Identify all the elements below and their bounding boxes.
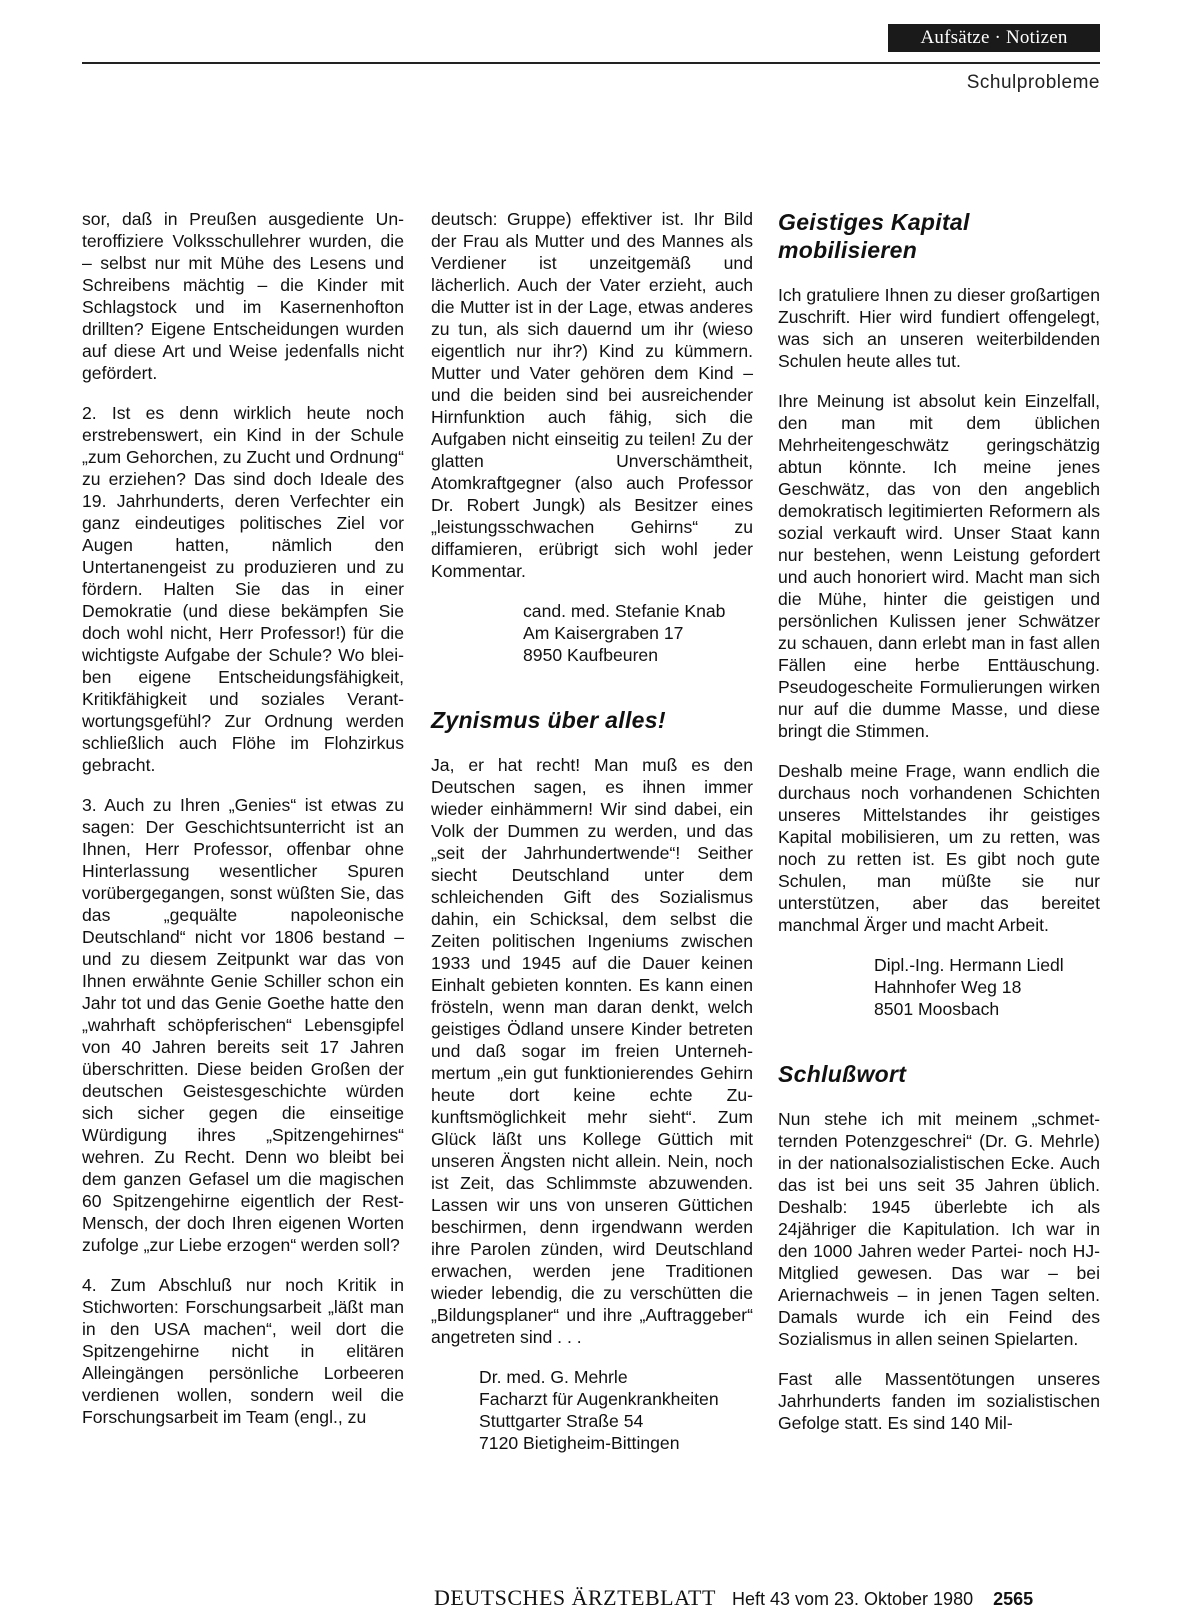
column-3 [778, 208, 1100, 1452]
article-heading: Zynismus über alles! [431, 707, 666, 733]
header-rule [82, 62, 1100, 64]
signature-line: 8950 Kaufbeuren [523, 645, 659, 665]
page-number: 2565 [993, 1589, 1034, 1609]
page-footer [434, 1585, 1104, 1611]
signature-line: Hahnhofer Weg 18 [874, 977, 1022, 997]
paragraph: Ihre Meinung ist absolut kein Einzelfall, den man mit dem üblichen Mehrheitengeschwätz geringschätzig abtun könnte. Ich meine jenes Geschwätz, das von den angeblich demokratisch legitimierten Reformern als sozial verkauft wird. Unser Staat kann nur bestehen, wenn Leistung gefordert und auch honoriert wird. Macht man sich die Mühe, hinter die geistigen und persönlichen Kulissen jener Schwätzer zu schauen, dann erlebt man in fast allen Fällen eine herbe Enttäuschung. Pseudogescheite Formulierungen wirken nur auf die dumme Masse, und diese bringt die Stimmen. [778, 391, 1100, 741]
signature-line: Am Kaisergraben 17 [523, 623, 684, 643]
paragraph: Ich gratuliere Ihnen zu dieser großartigen Zuschrift. Hier wird fundiert offengelegt, was sich an unseren weiterbildenden Schulen heute alles tut. [778, 285, 1100, 371]
signature-line: Facharzt für Augenkrankheiten [479, 1389, 719, 1409]
paragraph: 3. Auch zu Ihren „Genies“ ist etwas zu sagen: Der Geschichtsunterricht ist an Ihnen, Herr Professor, offenbar ohne Hinterlassung wesentlicher Spuren vorübergegangen, sonst wüßten Sie, das das „gequälte napoleonische Deutschland“ nicht vor 1806 bestand – und zu diesem Zeitpunkt war das von Ihnen erwähnte Genie Schiller schon ein Jahr tot und das Genie Goethe hatte den „wahrhaft schöpferischen“ Lebensgipfel von 40 Jahren bereits seit 17 Jahren überschritten. Diese beiden Großen der deutschen Geistesgeschichte würden sich sicher gegen die einseitige Würdigung ihres „Spitzengehirnes“ wehren. Zu Recht. Denn wo bleibt bei dem ganzen Gefasel um die magischen 60 Spitzengehirne eigentlich der Rest-Mensch, der doch Ihren eigenen Worten zufolge „zur Liebe erzogen“ werden soll? [82, 795, 404, 1255]
article-heading: Schlußwort [778, 1061, 907, 1087]
signature-line: cand. med. Stefanie Knab [523, 601, 726, 621]
paragraph: 4. Zum Abschluß nur noch Kritik in Stichworten: Forschungsarbeit „läßt man in den USA machen“, weil dort die Spitzengehirne nicht in elitären Alleingängen persönliche Lorbeeren verdienen wollen, sondern weil die Forschungsarbeit im Team (engl., zu [82, 1275, 404, 1427]
journal-name: DEUTSCHES ÄRZTEBLATT [434, 1585, 716, 1610]
subsection-title: Schulprobleme [966, 72, 1100, 93]
signature-line: Dipl.-Ing. Hermann Liedl [874, 955, 1064, 975]
signature-line: Stuttgarter Straße 54 [479, 1411, 644, 1431]
paragraph: Deshalb meine Frage, wann endlich die durchaus noch vorhandenen Schichten unseres Mittelstandes ihr geistiges Kapital mobilisieren, um zu retten, was noch zu retten ist. Es gibt noch gute Schulen, man müßte sie nur unterstützen, aber das bereitet manchmal Ärger und macht Arbeit. [778, 761, 1100, 935]
paragraph: deutsch: Gruppe) effektiver ist. Ihr Bild der Frau als Mutter und des Mannes als Verdiener ist unzeitgemäß und lächerlich. Auch der Vater erzieht, auch die Mutter ist in der Lage, etwas anderes zu tun, als sich dauernd um ihr (wieso eigentlich nur ihr?) Kind zu kümmern. Mutter und Vater gehören dem Kind – und die beiden sind bei ausreichender Hirnfunktion auch fähig, sich die Aufgaben nicht einseitig zu teilen! Zu der glatten Unverschämtheit, Atomkraftgegner (also auch Professor Dr. Robert Jungk) als Besitzer eines „leistungsschwachen Gehirns“ zu diffamieren, erübrigt sich wohl jeder Kommentar. [431, 209, 753, 581]
column-1 [82, 208, 404, 1446]
paragraph: Ja, er hat recht! Man muß es den Deutschen sagen, es ihnen immer wieder einhämmern! Wir sind dabei, ein Volk der Dummen zu werden, und das „seit der Jahrhundertwende“! Seither siecht Deutschland unter dem schleichenden Gift des Sozialismus dahin, ein Schicksal, dem selbst die Zeiten politischen Ingeniums zwischen 1933 und 1945 auf die Dauer keinen Einhalt gebieten konnten. Es kann einen frösteln, wenn man daran denkt, welch geistiges Ödland unsere Kinder betreten und daß sogar im freien Unternehmertum „ein gut funktionierendes Gehirn heute dort keine echte Zukunftsmöglichkeit mehr sieht“. Zum Glück läßt uns Kollege Güttich mit unseren Ängsten nicht allein. Nein, noch ist Zeit, das Schlimmste abzuwenden. Lassen wir uns von unseren Güttichen beschirmen, denn irgendwann werden ihre Parolen zünden, wird Deutschland erwachen, werden jene Traditionen wieder lebendig, die zu verschütten die „Bildungsplaner“ und ihre „Auftraggeber“ angetreten sind . . . [431, 755, 753, 1347]
column-2 [431, 208, 753, 1494]
paragraph: Nun stehe ich mit meinem „schmetternden Potenzgeschrei“ (Dr. G. Mehrle) in der nationalsozialistischen Ecke. Auch das ist bei uns seit 35 Jahren üblich. Deshalb: 1945 überlebte ich als 24jähriger die Kapitulation. Ich war in den 1000 Jahren weder Partei- noch HJ-Mitglied gewesen. Das war – bei Ariernachweis – in jenen Tagen selten. Damals wurde ich ein Feind des Sozialismus in allen seinen Spielarten. [778, 1109, 1100, 1349]
signature-line: 7120 Bietigheim-Bittingen [479, 1433, 680, 1453]
signature-line: 8501 Moosbach [874, 999, 1000, 1019]
signature-line: Dr. med. G. Mehrle [479, 1367, 628, 1387]
paragraph: Fast alle Massentötungen unseres Jahrhunderts fanden im sozialistischen Gefolge statt. Es sind 140 Mil- [778, 1369, 1100, 1433]
section-badge: Aufsätze · Notizen [888, 24, 1100, 52]
paragraph: 2. Ist es denn wirklich heute noch erstrebenswert, ein Kind in der Schule „zum Gehorchen, zu Zucht und Ordnung“ zu erziehen? Das sind doch Ideale des 19. Jahrhunderts, deren Verfechter ein ganz eindeutiges politisches Ziel vor Augen hatten, nämlich den Untertanengeist zu produzieren und zu fördern. Halten Sie das in einer Demokratie (und diese bekämpfen Sie doch wohl nicht, Herr Professor!) für die wichtigste Aufgabe der Schule? Wo bleiben eigene Entscheidungsfähigkeit, Kritikfähigkeit und soziales Verantwortungsgefühl? Zur Ordnung werden schließlich auch Flöhe im Flohzirkus gebracht. [82, 403, 404, 775]
letter-signature [778, 954, 1100, 1020]
letter-signature [431, 1366, 753, 1454]
letter-signature [431, 600, 753, 666]
issue-info: Heft 43 vom 23. Oktober 1980 [731, 1589, 974, 1609]
article-heading: Geistiges Kapital mobilisieren [778, 209, 970, 263]
paragraph: sor, daß in Preußen ausgediente Unteroffiziere Volksschullehrer wurden, die – selbst nur mit Mühe des Lesens und Schreibens mächtig – die Kinder mit Schlagstock und im Kasernenhofton drillten? Eigene Entscheidungen wurden auf diese Art und Weise jedenfalls nicht gefördert. [82, 209, 404, 383]
